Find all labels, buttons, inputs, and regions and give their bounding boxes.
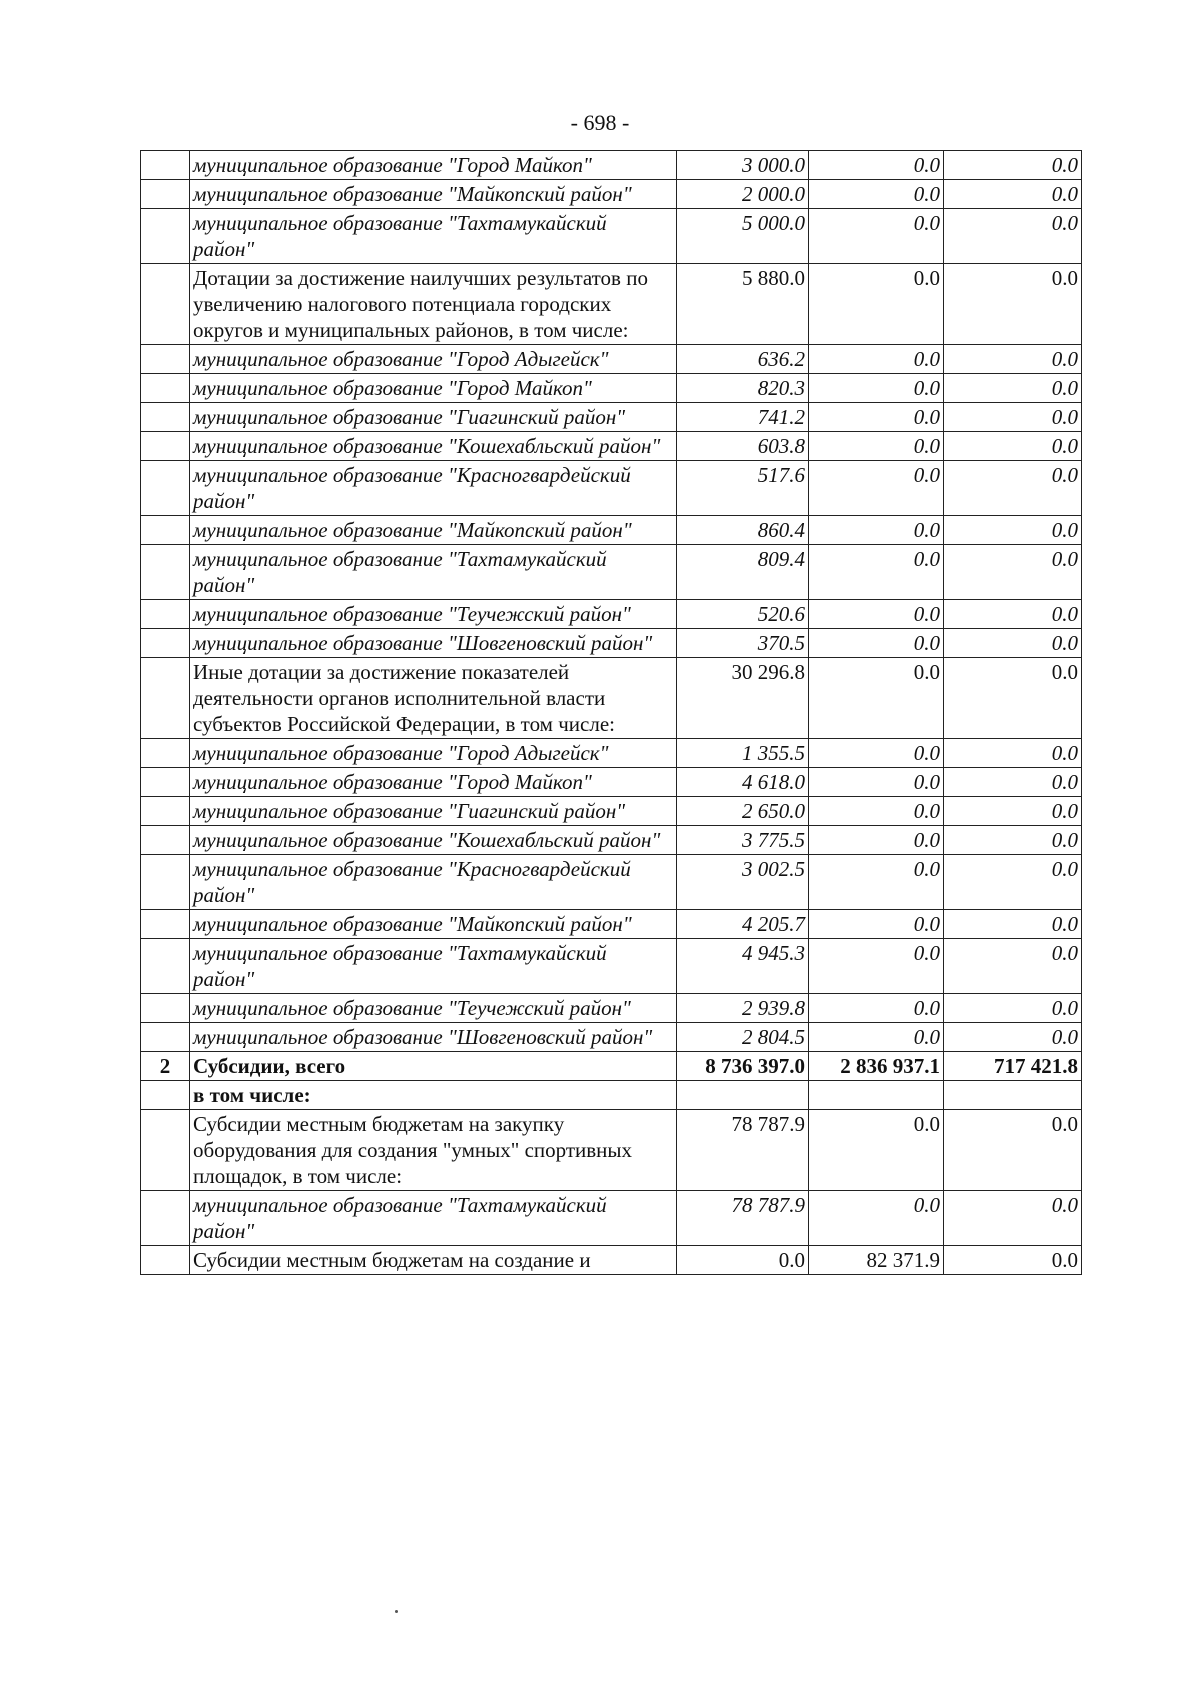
row-name-cell: муниципальное образование "Шовгеновский район" [190,1023,677,1052]
row-name-cell: муниципальное образование "Кошехабльский район" [190,432,677,461]
row-number-cell [141,939,190,994]
value-year1-cell: 8 736 397.0 [677,1052,809,1081]
value-year3-cell: 0.0 [944,994,1082,1023]
value-year2-cell: 0.0 [809,545,944,600]
row-number-cell [141,1191,190,1246]
row-name-cell: муниципальное образование "Гиагинский район" [190,403,677,432]
value-year2-cell: 0.0 [809,209,944,264]
value-year1-cell: 520.6 [677,600,809,629]
value-year2-cell: 0.0 [809,403,944,432]
row-number-cell [141,461,190,516]
value-year1-cell: 636.2 [677,345,809,374]
value-year1-cell: 2 000.0 [677,180,809,209]
row-name-cell: муниципальное образование "Город Адыгейск" [190,345,677,374]
value-year2-cell: 0.0 [809,910,944,939]
value-year2-cell: 0.0 [809,345,944,374]
table-row [141,939,1082,994]
value-year1-cell: 4 205.7 [677,910,809,939]
row-name-cell: муниципальное образование "Тахтамукайский район" [190,1191,677,1246]
row-number-cell [141,403,190,432]
value-year3-cell: 717 421.8 [944,1052,1082,1081]
value-year3-cell: 0.0 [944,1246,1082,1275]
table-row [141,826,1082,855]
table-row [141,855,1082,910]
value-year3-cell: 0.0 [944,939,1082,994]
value-year2-cell: 0.0 [809,768,944,797]
table-row [141,374,1082,403]
value-year1-cell: 78 787.9 [677,1110,809,1191]
table-row [141,994,1082,1023]
value-year3-cell: 0.0 [944,739,1082,768]
value-year3-cell: 0.0 [944,345,1082,374]
value-year1-cell: 3 000.0 [677,151,809,180]
row-name-cell: муниципальное образование "Тахтамукайский район" [190,209,677,264]
scan-speck [395,1610,398,1613]
value-year3-cell: 0.0 [944,1191,1082,1246]
row-name-cell: муниципальное образование "Майкопский район" [190,516,677,545]
table-row [141,600,1082,629]
value-year3-cell: 0.0 [944,209,1082,264]
table-row-total [141,1052,1082,1081]
value-year3-cell: 0.0 [944,826,1082,855]
row-name-cell: Дотации за достижение наилучших результатов по увеличению налогового потенциала городских округов и муниципальных районов, в том числе: [190,264,677,345]
value-year3-cell [944,1081,1082,1110]
value-year2-cell: 0.0 [809,151,944,180]
row-name-cell: муниципальное образование "Теучежский район" [190,994,677,1023]
value-year3-cell: 0.0 [944,600,1082,629]
value-year1-cell: 2 804.5 [677,1023,809,1052]
budget-table [140,150,1082,1275]
row-name-cell: муниципальное образование "Красногвардейский район" [190,461,677,516]
table-row [141,264,1082,345]
value-year2-cell [809,1081,944,1110]
row-name-cell: Субсидии местным бюджетам на закупку оборудования для создания "умных" спортивных площадок, в том числе: [190,1110,677,1191]
table-row [141,345,1082,374]
value-year1-cell: 370.5 [677,629,809,658]
row-name-cell: Субсидии местным бюджетам на создание и [190,1246,677,1275]
value-year1-cell: 78 787.9 [677,1191,809,1246]
value-year3-cell: 0.0 [944,432,1082,461]
row-number-cell [141,432,190,461]
value-year2-cell: 0.0 [809,739,944,768]
budget-table-body [141,151,1082,1275]
value-year2-cell: 2 836 937.1 [809,1052,944,1081]
row-name-cell: муниципальное образование "Тахтамукайский район" [190,939,677,994]
row-number-cell [141,545,190,600]
value-year3-cell: 0.0 [944,629,1082,658]
table-row [141,1191,1082,1246]
row-name-cell: муниципальное образование "Теучежский район" [190,600,677,629]
value-year1-cell: 1 355.5 [677,739,809,768]
row-name-cell: муниципальное образование "Майкопский район" [190,180,677,209]
value-year3-cell: 0.0 [944,855,1082,910]
value-year2-cell: 0.0 [809,826,944,855]
value-year1-cell: 0.0 [677,1246,809,1275]
value-year2-cell: 0.0 [809,374,944,403]
row-number-cell [141,1023,190,1052]
row-number-cell [141,600,190,629]
value-year3-cell: 0.0 [944,264,1082,345]
row-name-cell: муниципальное образование "Красногвардейский район" [190,855,677,910]
row-number-cell [141,826,190,855]
value-year2-cell: 0.0 [809,797,944,826]
table-row [141,516,1082,545]
row-number-cell [141,1081,190,1110]
row-name-cell: муниципальное образование "Город Майкоп" [190,374,677,403]
table-row [141,658,1082,739]
value-year1-cell: 2 650.0 [677,797,809,826]
row-number-cell [141,768,190,797]
value-year3-cell: 0.0 [944,151,1082,180]
value-year1-cell [677,1081,809,1110]
value-year1-cell: 3 002.5 [677,855,809,910]
value-year3-cell: 0.0 [944,797,1082,826]
value-year3-cell: 0.0 [944,768,1082,797]
value-year1-cell: 3 775.5 [677,826,809,855]
value-year3-cell: 0.0 [944,545,1082,600]
table-row [141,545,1082,600]
value-year3-cell: 0.0 [944,461,1082,516]
table-row [141,1023,1082,1052]
table-row [141,461,1082,516]
row-number-cell: 2 [141,1052,190,1081]
value-year3-cell: 0.0 [944,374,1082,403]
value-year1-cell: 820.3 [677,374,809,403]
table-row-total [141,1081,1082,1110]
value-year3-cell: 0.0 [944,1023,1082,1052]
value-year2-cell: 0.0 [809,264,944,345]
table-row [141,797,1082,826]
row-number-cell [141,855,190,910]
value-year2-cell: 82 371.9 [809,1246,944,1275]
value-year3-cell: 0.0 [944,1110,1082,1191]
table-row [141,209,1082,264]
value-year3-cell: 0.0 [944,658,1082,739]
row-number-cell [141,151,190,180]
value-year1-cell: 517.6 [677,461,809,516]
row-number-cell [141,1110,190,1191]
row-number-cell [141,209,190,264]
row-name-cell: муниципальное образование "Город Майкоп" [190,151,677,180]
page-number: - 698 - [570,110,630,135]
table-row [141,910,1082,939]
row-number-cell [141,994,190,1023]
row-name-cell: муниципальное образование "Город Майкоп" [190,768,677,797]
value-year1-cell: 809.4 [677,545,809,600]
table-row [141,768,1082,797]
row-number-cell [141,516,190,545]
value-year3-cell: 0.0 [944,516,1082,545]
row-number-cell [141,374,190,403]
row-number-cell [141,797,190,826]
value-year2-cell: 0.0 [809,939,944,994]
row-number-cell [141,264,190,345]
table-row [141,403,1082,432]
value-year2-cell: 0.0 [809,600,944,629]
value-year1-cell: 741.2 [677,403,809,432]
value-year1-cell: 4 945.3 [677,939,809,994]
value-year1-cell: 5 880.0 [677,264,809,345]
value-year2-cell: 0.0 [809,855,944,910]
value-year2-cell: 0.0 [809,1191,944,1246]
value-year3-cell: 0.0 [944,910,1082,939]
value-year1-cell: 603.8 [677,432,809,461]
row-number-cell [141,739,190,768]
row-name-cell: Иные дотации за достижение показателей деятельности органов исполнительной власти субъектов Российской Федерации, в том числе: [190,658,677,739]
value-year2-cell: 0.0 [809,1110,944,1191]
row-number-cell [141,658,190,739]
row-name-cell: Субсидии, всего [190,1052,677,1081]
row-number-cell [141,345,190,374]
value-year2-cell: 0.0 [809,1023,944,1052]
row-name-cell: муниципальное образование "Шовгеновский район" [190,629,677,658]
value-year2-cell: 0.0 [809,180,944,209]
value-year2-cell: 0.0 [809,629,944,658]
table-row [141,432,1082,461]
value-year1-cell: 5 000.0 [677,209,809,264]
row-name-cell: муниципальное образование "Кошехабльский район" [190,826,677,855]
table-row [141,739,1082,768]
value-year1-cell: 4 618.0 [677,768,809,797]
value-year2-cell: 0.0 [809,516,944,545]
row-name-cell: муниципальное образование "Гиагинский район" [190,797,677,826]
value-year2-cell: 0.0 [809,994,944,1023]
row-number-cell [141,1246,190,1275]
value-year1-cell: 30 296.8 [677,658,809,739]
value-year1-cell: 860.4 [677,516,809,545]
value-year3-cell: 0.0 [944,180,1082,209]
table-row [141,151,1082,180]
value-year1-cell: 2 939.8 [677,994,809,1023]
row-name-cell: муниципальное образование "Тахтамукайский район" [190,545,677,600]
row-number-cell [141,629,190,658]
table-row [141,629,1082,658]
value-year2-cell: 0.0 [809,432,944,461]
value-year2-cell: 0.0 [809,461,944,516]
table-row [141,1246,1082,1275]
row-name-cell: муниципальное образование "Майкопский район" [190,910,677,939]
value-year3-cell: 0.0 [944,403,1082,432]
row-name-cell: муниципальное образование "Город Адыгейск" [190,739,677,768]
row-number-cell [141,180,190,209]
row-name-cell: в том числе: [190,1081,677,1110]
value-year2-cell: 0.0 [809,658,944,739]
row-number-cell [141,910,190,939]
table-row [141,1110,1082,1191]
table-row [141,180,1082,209]
